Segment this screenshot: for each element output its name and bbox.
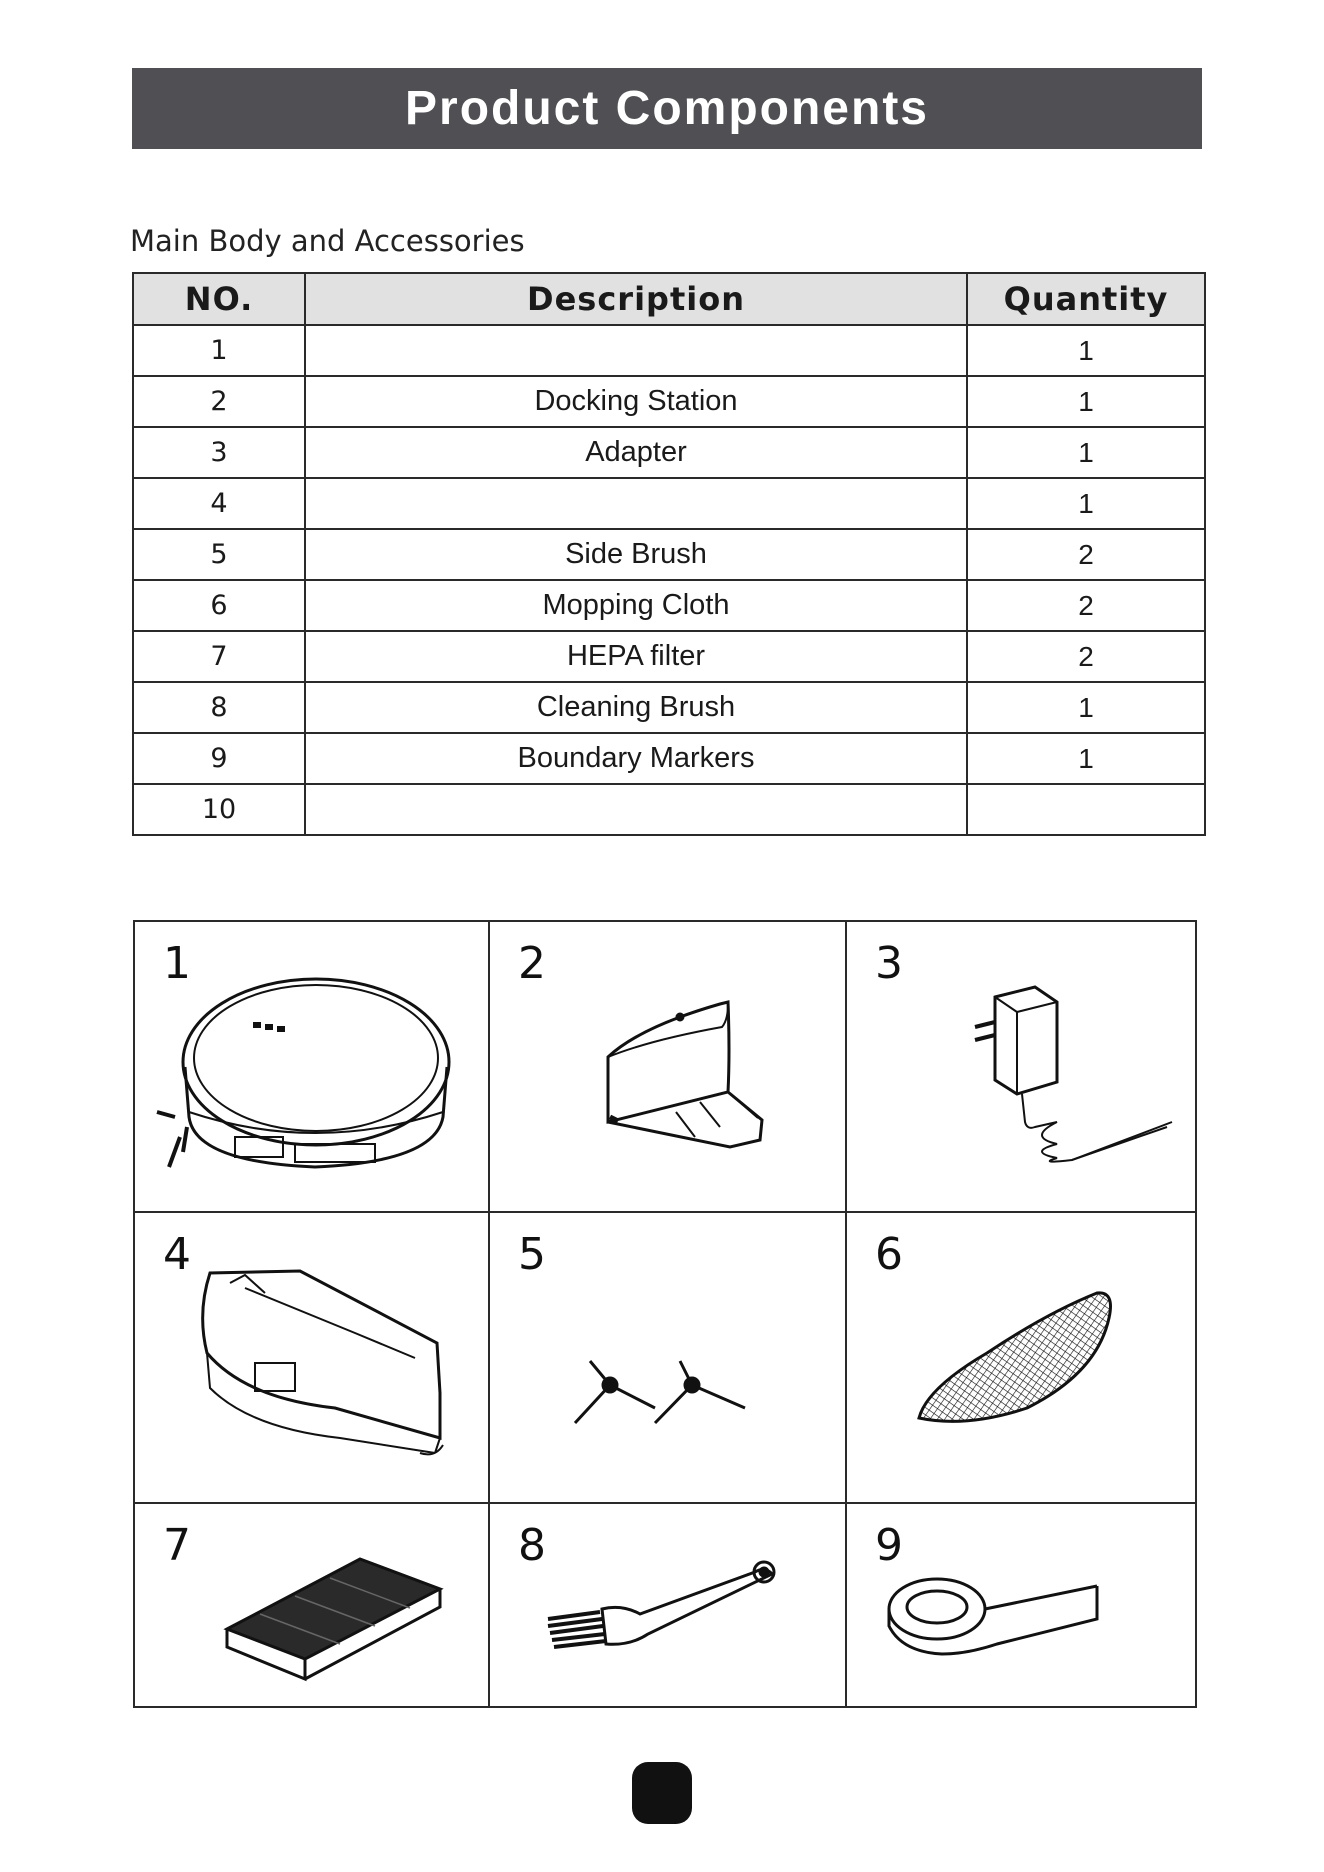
row-quantity: 2: [967, 529, 1205, 580]
row-no: 6: [133, 580, 305, 631]
adapter-icon: [847, 922, 1195, 1213]
illustration-grid: [133, 920, 1197, 1708]
section-subtitle: Main Body and Accessories: [130, 224, 525, 258]
row-description: Mopping Cloth: [305, 580, 967, 631]
illustration-cell-1: [135, 922, 490, 1213]
components-table: [132, 272, 1206, 836]
row-no: 2: [133, 376, 305, 427]
illustration-cell-5: [490, 1213, 847, 1504]
row-quantity: 2: [967, 580, 1205, 631]
illustration-number: 8: [518, 1520, 546, 1571]
row-description: Cleaning Brush: [305, 682, 967, 733]
row-description: Docking Station: [305, 376, 967, 427]
illustration-number: 1: [163, 938, 191, 989]
illustration-number: 7: [163, 1520, 191, 1571]
row-description: Side Brush: [305, 529, 967, 580]
illustration-cell-9: [847, 1504, 1195, 1706]
row-no: 4: [133, 478, 305, 529]
title-banner: [132, 68, 1202, 149]
illustration-cell-3: [847, 922, 1195, 1213]
robot-vacuum-icon: [135, 922, 490, 1213]
table-row: [133, 427, 1205, 478]
illustration-number: 9: [875, 1520, 903, 1571]
table-row: [133, 580, 1205, 631]
illustration-number: 5: [518, 1229, 546, 1280]
row-description: [305, 784, 967, 835]
table-row: [133, 325, 1205, 376]
row-quantity: 1: [967, 478, 1205, 529]
illustration-number: 3: [875, 938, 903, 989]
row-no: 1: [133, 325, 305, 376]
row-no: 9: [133, 733, 305, 784]
docking-station-icon: [490, 922, 847, 1213]
hepa-filter-icon: [135, 1504, 490, 1706]
row-no: 8: [133, 682, 305, 733]
illustration-cell-6: [847, 1213, 1195, 1504]
row-quantity: 1: [967, 733, 1205, 784]
row-quantity: 1: [967, 325, 1205, 376]
row-quantity: 1: [967, 682, 1205, 733]
table-row: [133, 784, 1205, 835]
table-row: [133, 478, 1205, 529]
water-tank-icon: [135, 1213, 490, 1504]
illustration-number: 4: [163, 1229, 191, 1280]
side-brush-icon: [490, 1213, 847, 1504]
illustration-number: 6: [875, 1229, 903, 1280]
row-description: Adapter: [305, 427, 967, 478]
header-description: Description: [305, 273, 967, 325]
row-description: [305, 325, 967, 376]
illustration-cell-4: [135, 1213, 490, 1504]
table-row: [133, 733, 1205, 784]
cleaning-brush-icon: [490, 1504, 847, 1706]
row-no: 5: [133, 529, 305, 580]
row-description: HEPA filter: [305, 631, 967, 682]
row-no: 3: [133, 427, 305, 478]
table-header-row: [133, 273, 1205, 325]
illustration-cell-7: [135, 1504, 490, 1706]
row-description: [305, 478, 967, 529]
table-row: [133, 631, 1205, 682]
illustration-cell-8: [490, 1504, 847, 1706]
boundary-marker-icon: [847, 1504, 1195, 1706]
header-quantity: Quantity: [967, 273, 1205, 325]
table-row: [133, 529, 1205, 580]
row-quantity: [967, 784, 1205, 835]
mopping-cloth-icon: [847, 1213, 1195, 1504]
row-no: 10: [133, 784, 305, 835]
table-row: [133, 682, 1205, 733]
illustration-number: 2: [518, 938, 546, 989]
row-quantity: 1: [967, 427, 1205, 478]
row-quantity: 2: [967, 631, 1205, 682]
page-number-badge: [632, 1762, 692, 1824]
table-row: [133, 376, 1205, 427]
row-description: Boundary Markers: [305, 733, 967, 784]
header-no: NO.: [133, 273, 305, 325]
page-title: Product Components: [405, 82, 929, 135]
row-no: 7: [133, 631, 305, 682]
illustration-cell-2: [490, 922, 847, 1213]
row-quantity: 1: [967, 376, 1205, 427]
